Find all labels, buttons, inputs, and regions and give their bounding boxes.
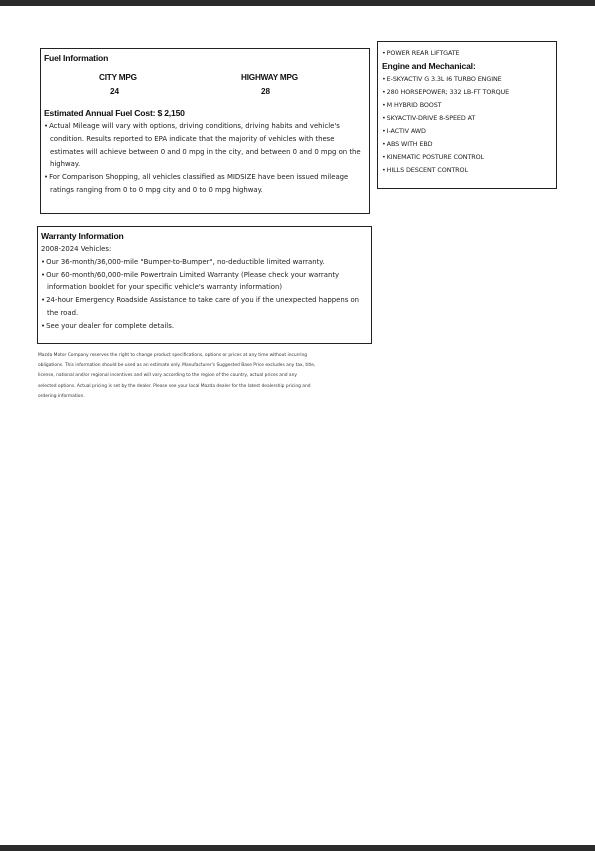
estimated-annual-fuel-cost: Estimated Annual Fuel Cost: $ 2,150 — [44, 108, 185, 118]
disclaimer-line: selected options. Actual pricing is set by the dealer. Please see your local Mazda dealer for the latest dealership pricing and — [38, 383, 311, 389]
warranty-years: 2008-2024 Vehicles: — [41, 245, 112, 253]
feature-item: • KINEMATIC POSTURE CONTROL — [382, 151, 552, 164]
warranty-information-box — [37, 226, 372, 344]
warranty-information-title: Warranty Information — [41, 231, 124, 241]
fuel-note-mileage — [44, 120, 366, 171]
city-mpg-value: 24 — [110, 87, 120, 96]
warranty-item: • Our 60-month/60,000-mile Powertrain Limited Warranty (Please check your warranty — [41, 269, 368, 282]
fuel-note-line: ratings ranging from 0 to 0 mpg city and 0 to 0 mpg highway. — [50, 185, 263, 194]
warranty-item: • Our 36-month/36,000-mile "Bumper-to-Bumper", no-deductible limited warranty. — [41, 256, 368, 269]
city-mpg-label: CITY MPG — [99, 73, 137, 82]
warranty-item-line: information booklet for your specific vehicle's warranty information) — [47, 283, 283, 292]
fuel-note-line: estimates will achieve between 0 and 0 mpg in the city, and between 0 and 0 mpg on the — [50, 147, 361, 156]
warranty-item: • See your dealer for complete details. — [41, 320, 368, 333]
fuel-note-line: • For Comparison Shopping, all vehicles classified as MIDSIZE have been issued mileage — [44, 171, 366, 184]
feature-item: • POWER REAR LIFTGATE — [382, 47, 552, 60]
feature-item: • HILLS DESCENT CONTROL — [382, 164, 552, 177]
engine-mechanical-title: Engine and Mechanical: — [382, 61, 476, 71]
disclaimer-text — [38, 351, 370, 402]
mpg-values-row — [44, 87, 366, 101]
bottom-border-bar — [0, 845, 595, 851]
disclaimer-line: license, national and/or regional incentives and will vary according to the region of the country, actual prices and any — [38, 373, 297, 379]
engine-features-list — [382, 73, 552, 177]
features-box — [377, 41, 557, 189]
highway-mpg-label: HIGHWAY MPG — [241, 73, 298, 82]
fuel-note-comparison — [44, 171, 366, 197]
fuel-information-box — [40, 48, 370, 214]
feature-item: • I-ACTIV AWD — [382, 125, 552, 138]
feature-item: • 280 HORSEPOWER; 332 LB-FT TORQUE — [382, 86, 552, 99]
feature-item: • ABS WITH EBD — [382, 138, 552, 151]
warranty-item: • 24-hour Emergency Roadside Assistance to take care of you if the unexpected happens on — [41, 294, 368, 307]
feature-item: • M HYBRID BOOST — [382, 99, 552, 112]
disclaimer-line: ordering information. — [38, 393, 85, 399]
highway-mpg-value: 28 — [261, 87, 271, 96]
top-border-bar — [0, 0, 595, 6]
fuel-note-line: • Actual Mileage will vary with options, driving conditions, driving habits and vehicle's — [44, 120, 366, 133]
exterior-features-list — [382, 47, 552, 60]
mpg-labels-row — [44, 73, 366, 87]
fuel-note-line: condition. Results reported to EPA indicate that the majority of vehicles with these — [50, 134, 335, 143]
feature-item: • SKYACTIV-DRIVE 8-SPEED AT — [382, 112, 552, 125]
disclaimer-line: Mazda Motor Company reserves the right to change product specifications, options or prices at any time without incurring — [38, 353, 308, 358]
feature-item: • E-SKYACTIV G 3.3L I6 TURBO ENGINE — [382, 73, 552, 86]
warranty-list — [41, 256, 368, 333]
disclaimer-line: obligations. This information should be used as an estimate only. Manufacturer's Suggested Base Price excludes any tax, title, — [38, 363, 316, 369]
fuel-information-title: Fuel Information — [44, 53, 109, 63]
warranty-item-line: the road. — [47, 308, 79, 317]
fuel-note-line: highway. — [50, 160, 81, 169]
